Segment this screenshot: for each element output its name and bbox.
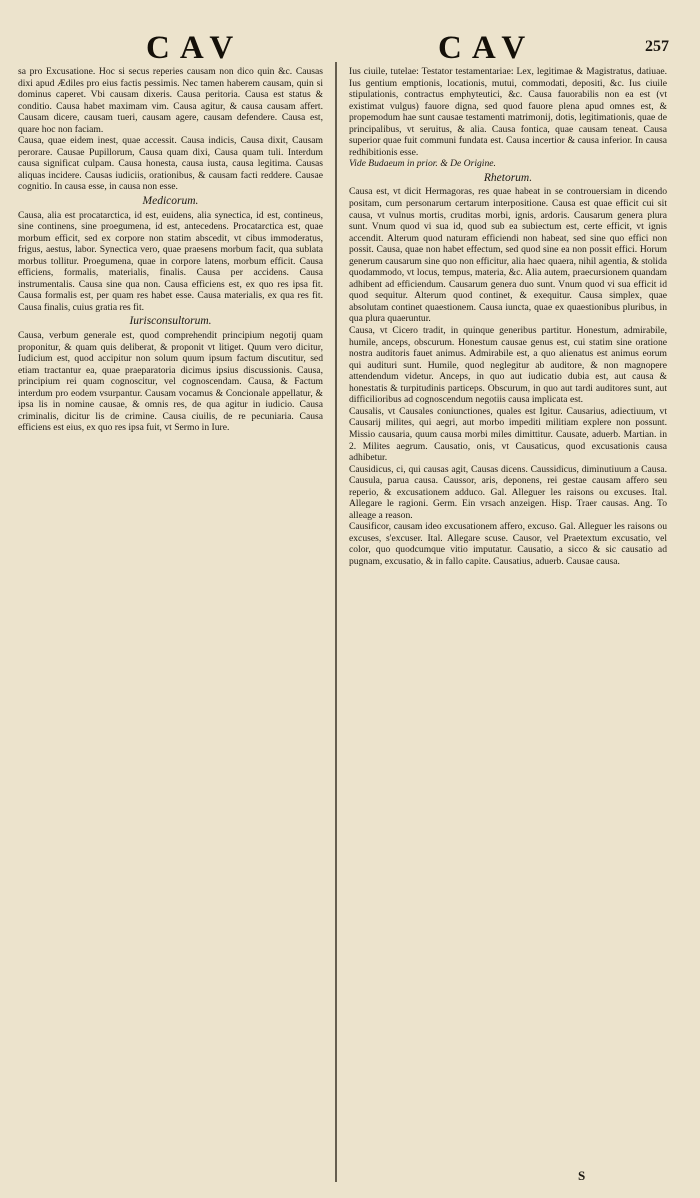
page-number: 257 bbox=[645, 38, 669, 55]
left-paragraph-3: Causa, alia est procatarctica, id est, euidens, alia synectica, id est, contineus, sine continens, sine proegumena, id est, antecedens. Procatarctica est, quae morbum efficit, sed ex corpore non statim abscedit, vt cibus immoderatus, frigus, aestus, labor. Synectica vero, quae praesens morbum facit, qua sublata morbus tollitur. Proegumena, quae in corpore latens, morbum efficit. Causa efficiens, formalis, materialis, finalis. Causa per accidens. Causa instrumentalis. Causa sine qua non. Causa efficiens est, ex quo res ipsa fit. Causa formalis est, per quam res habet esse. Causa materialis, ex qua res fit. Causa finalis, cuius gratia res fit. bbox=[18, 209, 323, 313]
column-divider bbox=[335, 62, 337, 1182]
right-paragraph-4: Causalis, vt Causales coniunctiones, quales est Igitur. Causarius, adiectiuum, vt Causarij milites, qui aegri, aut morbo impediti militiam explere non possunt. Missio causaria, quum causa morbi miles dimittitur. Causate, aduerb. Martian. in 2. Milites aegrum. Causatio, onis, vt Causaticus, quod excusationis causa adhibetur. bbox=[349, 405, 667, 464]
section-heading-medicorum: Medicorum. bbox=[142, 195, 199, 208]
running-head-left: CAV bbox=[146, 30, 244, 66]
right-paragraph-3: Causa, vt Cicero tradit, in quinque generibus partitur. Honestum, admirabile, humile, anceps, obscurum. Honestum causae genus est, cui statim sine oratione nostra auditoris fauet animus. Admirabile est, a quo alienatus est animus eorum qui audituri sunt. Humile, quod neglegitur ab auditore, & non magnopere attendendum videtur. Anceps, in quo aut iudicatio dubia est, aut causa & honestatis & turpitudinis particeps. Obscurum, in quo aut tardi auditores sunt, aut difficilioribus ad cognoscendum negotiis causa implicata est. bbox=[349, 325, 667, 406]
right-paragraph-5: Causidicus, ci, qui causas agit, Causas dicens. Caussidicus, diminutiuum a Causa. Causula, parua causa. Caussor, aris, deponens, rei gestae causam affero seu reperio, & excusationem adduco. Gal. Alleguer les raisons ou excuses. Ital. Allegare le ragioni. Germ. Ein vrsach anzeigen. Hisp. Traer causas. Ang. To alleage a reason. bbox=[349, 463, 667, 521]
section-heading-iurisconsultorum: Iurisconsultorum. bbox=[129, 315, 212, 328]
left-paragraph-4: Causa, verbum generale est, quod comprehendit principium negotij quam proponitur, & quam quis deliberat, & proponit vt litiget. Quum vero dicitur, Iudicium est, quod accipitur non solum quum ipsum factum discutitur, sed etiam tractantur ea, quae praeparatoria dicimus ipsius discussionis. Causa, principium rei quam cognoscitur, vel cognoscendam. Causa, & Factum interdum pro eodem vsurpantur. Causam vocamus & Concionale appellatur, & ipsa lis in nomine causae, & omnis res, de qua agitur in iudicio. Causa criminalis, dicitur lis de crimine. Causa ciuilis, de re pecuniaria. Causa efficiens est eius, ex quo res ipsa fuit, vt Sermo in Iure. bbox=[18, 330, 323, 434]
left-column bbox=[18, 66, 323, 1184]
running-head-right: CAV bbox=[438, 30, 536, 66]
right-paragraph-2: Causa est, vt dicit Hermagoras, res quae habeat in se controuersiam in dicendo positam, cum personarum certarum interpositione. Causa est quae efficit cui sit causa, vt vulnus mortis, cruditas morbi, ignis, ardoris. Causarum genera plura sunt. Vnum quod vi sua id, quod sub ea subiectum est, certe efficit, vt ignis accendit. Alterum quod naturam efficiendi non habeat, sed sine quo effici non possit. Causa, quae non habet effectum, sed quod sine ea non possit effici. Horum generum causarum sine quo non efficitur, alia haec quaera, nihil agentia, & stolida quodammodo, vt locus, tempus, materia, &c. Alia autem, praecursionem quandam adhibent ad efficiendum. Causarum genera duo sunt. Vnum quod vi sua efficit id quod sequitur. Alterum quod continet, & exequitur. Causa simplex, quae absolutam continet quaestionem. Causa iuncta, quae ex quaestionibus pluribus, in qua plura quaeruntur. bbox=[349, 186, 667, 325]
left-paragraph-2: Causa, quae eidem inest, quae accessit. Causa indicis, Causa dixit, Causam perorare. Causae Pupillorum, Causa quam dixi, Causa quam tuli. Interdum causa significat culpam. Causa honesta, causa iusta, causa legitima. Causas aliquas incidere. Causas iudiciis, orationibus, & causam facti reddere. Causae cognitio. In causa esse, in causa non esse. bbox=[18, 135, 323, 193]
section-heading-rhetorum: Rhetorum. bbox=[483, 171, 533, 184]
right-paragraph-6: Causificor, causam ideo excusationem affero, excuso. Gal. Alleguer les raisons ou excuses, s'excuser. Ital. Allegare scuse. Causor, vel Praetextum excusatio, vel color, quo quodcumque vitio imputatur. Causatio, a sicco & sic causatio ad pugnam, excusatio, & in fallo capite. Causatius, aduerb. Causae causa. bbox=[349, 521, 667, 567]
right-column bbox=[349, 66, 667, 1184]
right-paragraph-1: Ius ciuile, tutelae: Testator testamentariae: Lex, legitimae & Magistratus, datiuae. Ius gentium emptionis, locationis, mutui, commodati, depositi, &c. Ius ciuile stipulationis, contractus emphyteutici, &c. Causa fauorabilis non ea est (vt existimat vulgus) fauore digna, sed quod fauore plena apud omnes est, & propemodum hae sunt causae testamenti matrimonij, dotis, legitimationis, quae de principalibus, vt seruitus, & alia. Causa fontica, quae causam teneat. Causa superior quae fuit communi fundata est. Causa incertior & causa inferior. In causa redhibitionis esse. bbox=[349, 66, 667, 158]
right-paragraph-1-note: Vide Budaeum in prior. & De Origine. bbox=[349, 158, 496, 170]
signature-mark: S bbox=[578, 1168, 586, 1183]
left-paragraph-1: sa pro Excusatione. Hoc si secus reperies causam non dico quin &c. Causas dixi apud Ædiles pro eius factis pessimis. Nec tamen haberem causam, quin si dominus caperet. Vbi causam dixeris. Causa peritoria. Causa est status & conditio. Causa habet maximam vim. Causa agitur, & causa causam affert. Causam dicere, causam tueri, causam agere, causam defendere. Causa est, quare hoc non faciam. bbox=[18, 66, 323, 135]
